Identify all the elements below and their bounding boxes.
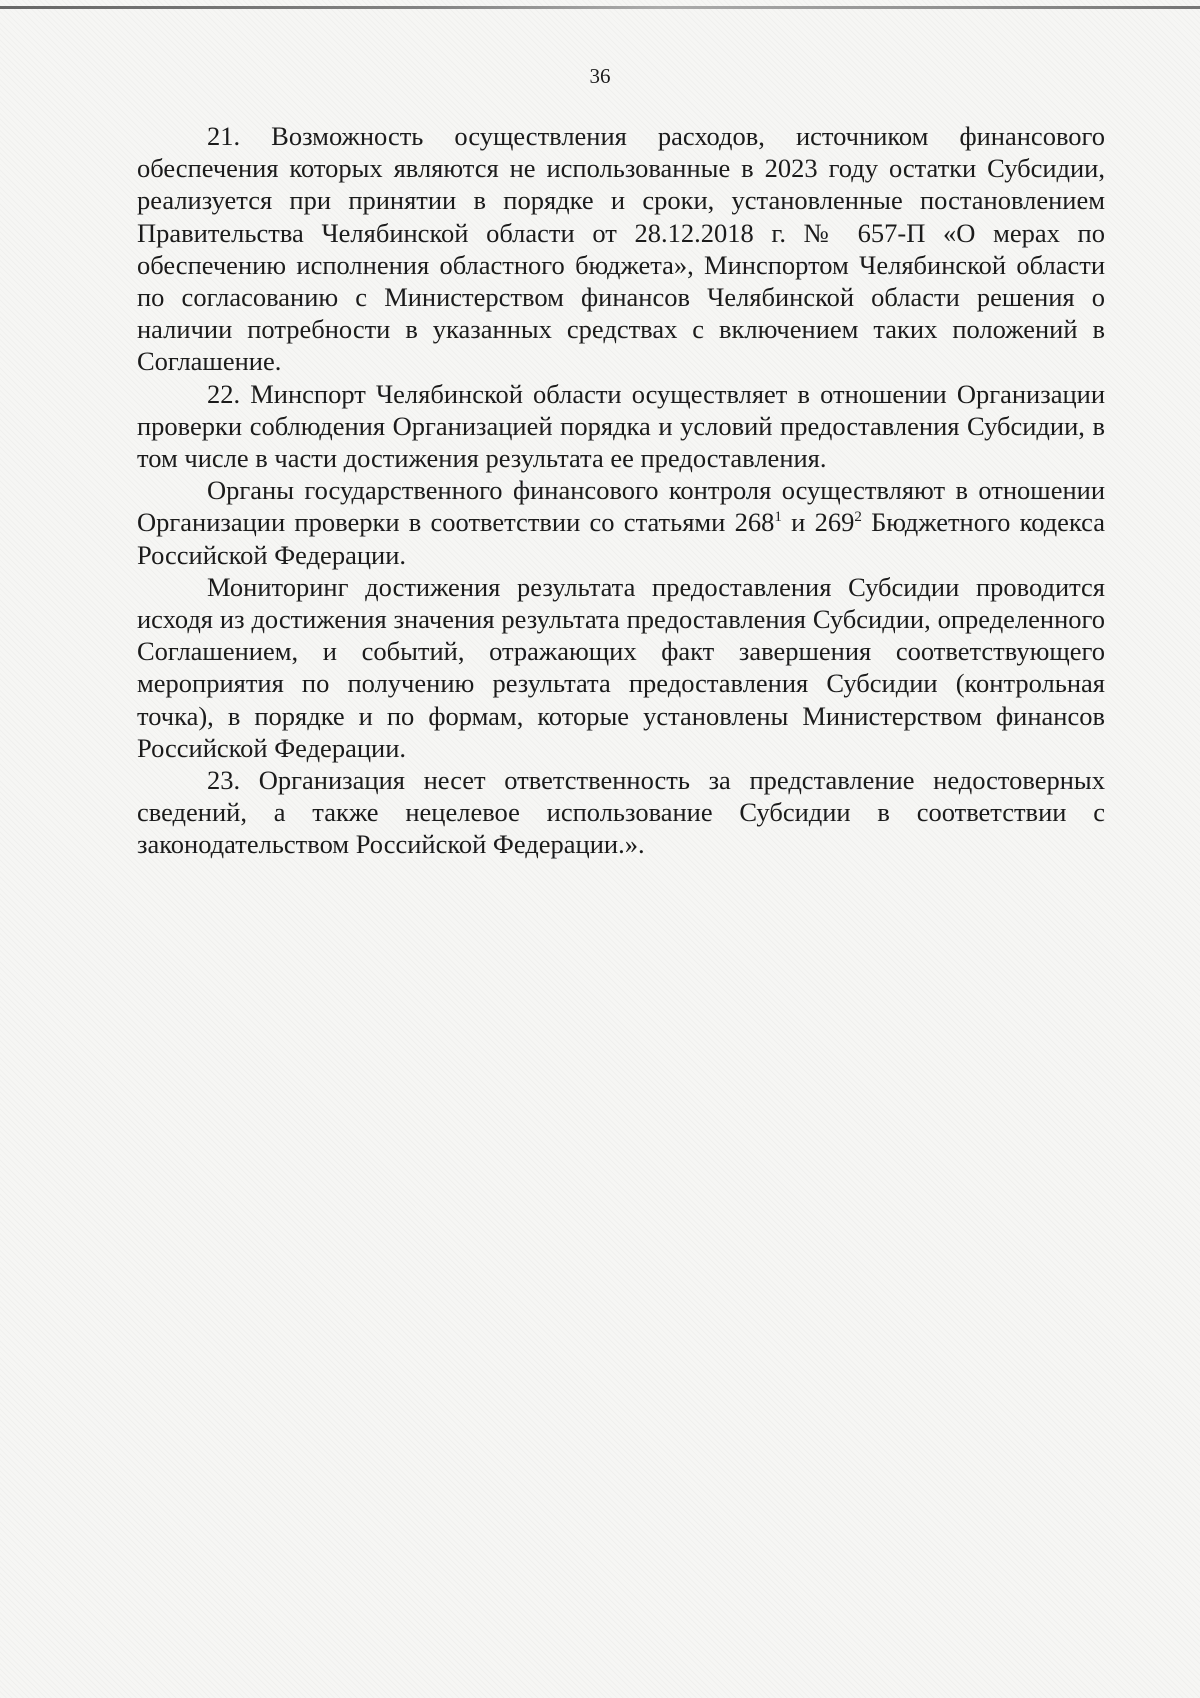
paragraph-financial-control: [137, 474, 1105, 571]
page-number: 36: [589, 64, 611, 88]
article-superscript-2: 2: [854, 509, 862, 526]
paragraph-financial-control-text-middle: и 269: [781, 507, 855, 538]
paragraph-23: 23. Организация несет ответственность за представление недостоверных сведений, а также нецелевое использование Субсидии в соответствии с законодательством Российской Федерации.».: [137, 765, 1105, 860]
scan-top-edge: [0, 6, 1200, 9]
article-superscript-1: 1: [774, 509, 782, 526]
paragraph-financial-control-text-before: Органы государственного финансового контроля осуществляют в отношении Организации проверки в соответствии со статьями 268: [137, 475, 1105, 538]
document-body: [137, 120, 1105, 861]
paragraph-21: 21. Возможность осуществления расходов, источником финансового обеспечения которых являются не использованные в 2023 году остатки Субсидии, реализуется при принятии в порядке и сроки, установленные постановлением Правительства Челябинской области от 28.12.2018 г. № 657-П «О мерах по обеспечению исполнения областного бюджета», Минспортом Челябинской области по согласованию с Министерством финансов Челябинской области решения о наличии потребности в указанных средствах с включением таких положений в Соглашение.: [137, 121, 1105, 377]
paragraph-financial-control-text-after: Бюджетного кодекса Российской Федерации.: [137, 507, 1106, 570]
paragraph-22: 22. Минспорт Челябинской области осуществляет в отношении Организации проверки соблюдения Организацией порядка и условий предоставления Субсидии, в том числе в части достижения результата ее предоставления.: [137, 378, 1105, 474]
paragraph-monitoring: Мониторинг достижения результата предоставления Субсидии проводится исходя из достижения значения результата предоставления Субсидии, определенного Соглашением, и событий, отражающих факт завершения соответствующего мероприятия по получению результата предоставления Субсидии (контрольная точка), в порядке и по формам, которые установлены Министерством финансов Российской Федерации.: [137, 571, 1105, 763]
